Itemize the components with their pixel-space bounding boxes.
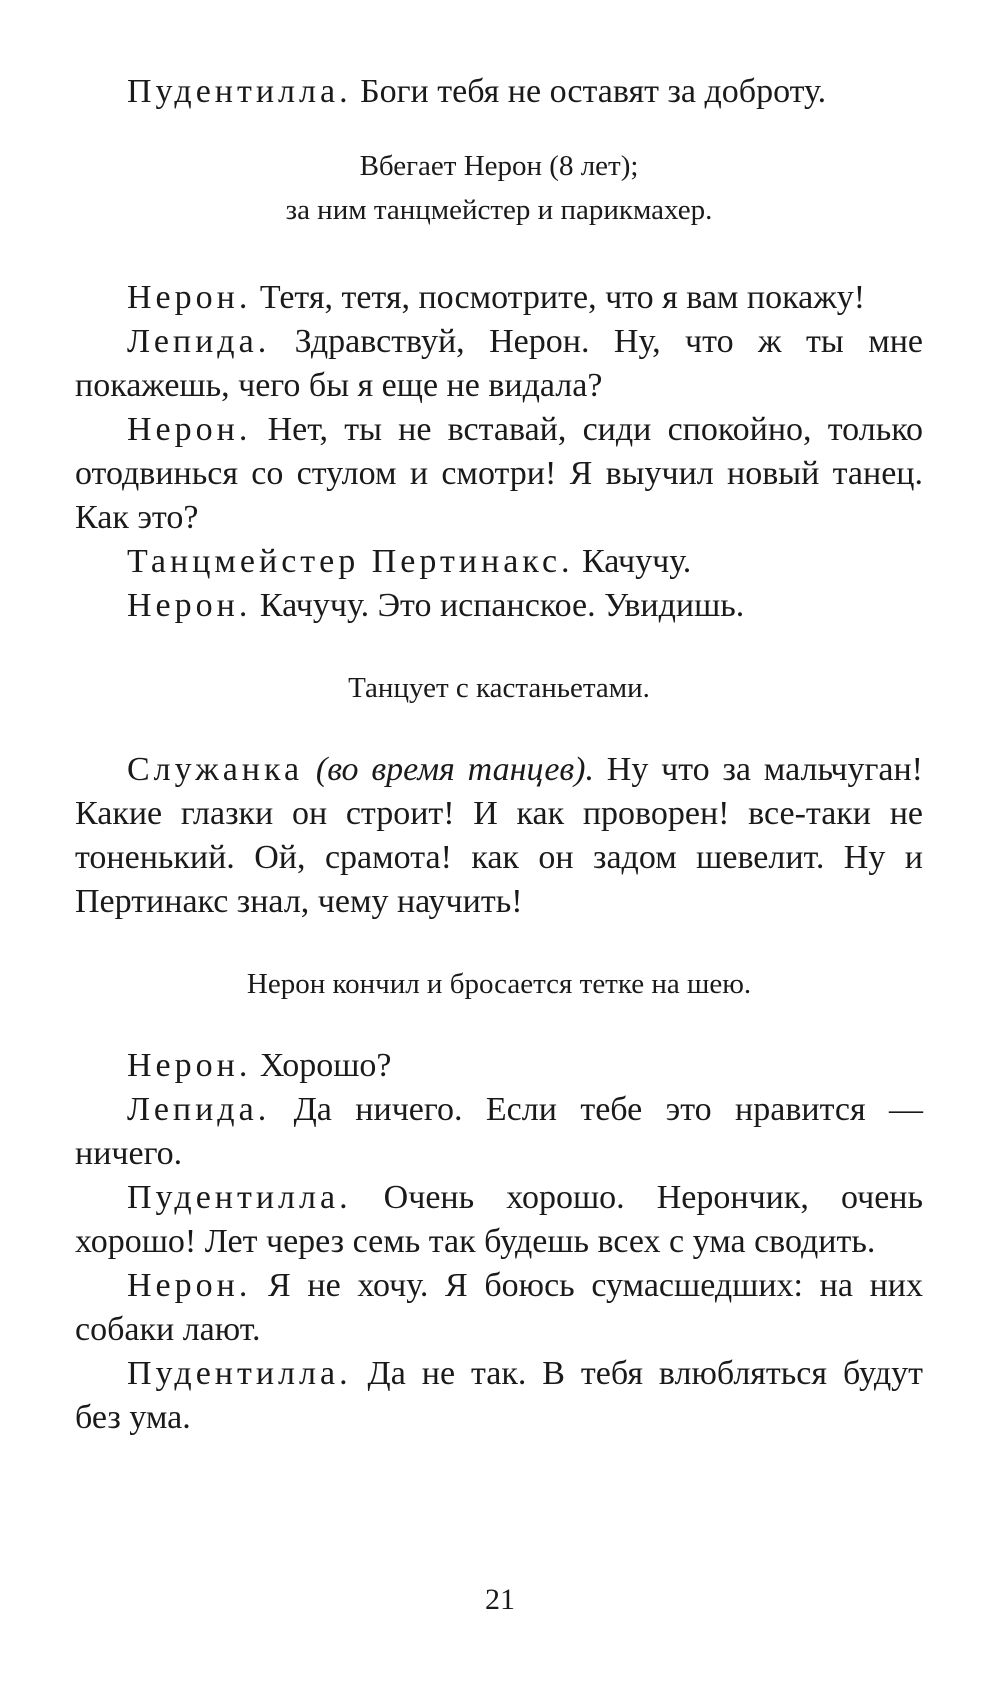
speech-neron-2: [75, 408, 923, 540]
speaker-name: Нерон.: [127, 1047, 252, 1084]
speaker-name: Танцмейстер Пертинакс.: [127, 543, 574, 580]
speaker-name: Нерон.: [127, 411, 252, 448]
speech-text: Ну что за мальчуган! Какие глазки он строит! И как проворен! все-таки не тоненький. Ой, срамота! как он задом шевелит. Ну и Пертинакс знал, чему научить!: [75, 751, 924, 920]
speech-lepida-1: [75, 320, 923, 408]
speaker-name: Нерон.: [127, 587, 252, 624]
speaker-name: Пудентилла.: [127, 1179, 352, 1216]
stage-direction-line: за ним танцмейстер и парикмахер.: [285, 194, 713, 226]
speech-text: Да не так. В тебя влюбляться будут без ума.: [75, 1355, 923, 1436]
speech-text: Качучу.: [573, 543, 692, 580]
speaker-name: Пудентилла.: [127, 1355, 352, 1392]
page-body: [75, 70, 923, 1440]
stage-direction-1: [75, 144, 923, 232]
speech-neron-1: [75, 276, 923, 320]
speaker-name: Лепида.: [127, 323, 271, 360]
speech-text: Тетя, тетя, посмотрите, что я вам покажу!: [251, 279, 866, 316]
speech-servant: [75, 748, 923, 924]
speech-text: Здравствуй, Нерон. Ну, что ж ты мне покажешь, чего бы я еще не видала?: [75, 323, 923, 404]
speech-pudentilla-2: [75, 1176, 923, 1264]
speech-text: Нет, ты не вставай, сиди спокойно, только отодвинься со стулом и смотри! Я выучил новый танец. Как это?: [75, 411, 923, 536]
speech-pudentilla-1: [75, 70, 923, 114]
speech-text: Да ничего. Если тебе это нравится — ничего.: [75, 1091, 923, 1172]
speech-lepida-2: [75, 1088, 923, 1176]
speaker-name: Служанка: [127, 751, 304, 788]
speaker-name: Пудентилла.: [127, 73, 352, 110]
speaker-name: Нерон.: [127, 279, 252, 316]
speech-neron-3: [75, 584, 923, 628]
stage-aside: (во время танцев).: [315, 751, 594, 788]
speech-text: Я не хочу. Я боюсь сумасшедших: на них собаки лают.: [75, 1267, 923, 1348]
page-number: 21: [485, 1583, 515, 1616]
speech-text: Качучу. Это испанское. Увидишь.: [251, 587, 745, 624]
stage-direction-2: Танцует с кастаньетами.: [348, 672, 650, 704]
speaker-name: Лепида.: [127, 1091, 271, 1128]
speech-pertinax: [75, 540, 923, 584]
speech-neron-4: [75, 1044, 923, 1088]
stage-direction-line: Вбегает Нерон (8 лет);: [359, 150, 639, 182]
speech-text: Боги тебя не оставят за доброту.: [351, 73, 827, 110]
speech-neron-5: [75, 1264, 923, 1352]
speaker-name: Нерон.: [127, 1267, 252, 1304]
stage-direction-3: Нерон кончил и бросается тетке на шею.: [246, 968, 752, 1000]
speech-text: Очень хорошо. Нерончик, очень хорошо! Лет через семь так будешь всех с ума сводить.: [75, 1179, 923, 1260]
speech-text: Хорошо?: [251, 1047, 392, 1084]
speech-pudentilla-3: [75, 1352, 923, 1440]
